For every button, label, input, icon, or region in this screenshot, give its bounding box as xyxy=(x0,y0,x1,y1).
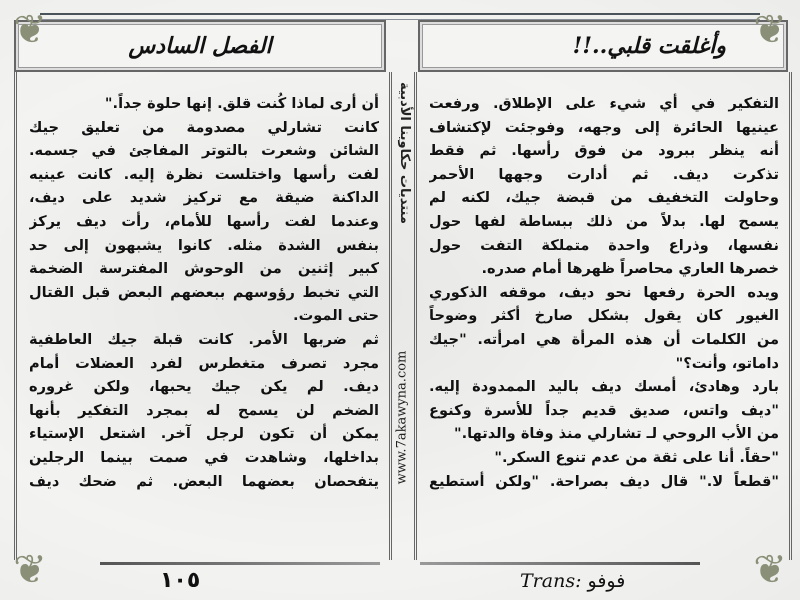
text-line: خصرها العاري محاصراً ظهرها أمام صدره. xyxy=(481,260,779,278)
text-line: يسمح لها. بدلاً من ذلك ببساطة لفها حول xyxy=(429,212,779,230)
text-line: كانت تشارلي مصدومة من تعليق جيك xyxy=(29,118,379,136)
text-line: ثم ضربها الأمر. كانت قبلة جيك العاطفية xyxy=(29,330,379,348)
text-line: أن أرى لماذا كُنت قلق. إنها حلوة جداً." xyxy=(104,95,379,112)
text-line: وحاولت التخفيف من قبضة جيك، لكنه لم xyxy=(429,189,779,207)
text-line: نفسها، وذراع واحدة متملكة التفت حول xyxy=(429,236,779,254)
translator-credit xyxy=(520,570,625,592)
text-line: من الكلمات أن هذه المرأة هي امرأته. "جيك xyxy=(429,330,779,348)
right-page xyxy=(414,72,792,560)
top-divider xyxy=(40,13,760,20)
left-page-text xyxy=(29,92,379,493)
center-spine xyxy=(392,60,412,550)
text-line: لفت رأسها واختلست نظرة إليه. كانت عينيه xyxy=(29,165,379,183)
bottom-divider-left xyxy=(100,562,380,565)
text-line: مجرد تصرف متغطرس لفرد العضلات أمام xyxy=(29,354,379,372)
text-line: من الأب الروحي لـ تشارلي منذ وفاة والدتها." xyxy=(454,425,779,443)
text-line: يتفحصان بعضهما البعض. ثم ضحك ديف xyxy=(29,472,379,490)
text-line: حتى الموت. xyxy=(293,307,379,325)
left-page xyxy=(14,72,392,560)
floral-ornament-icon: ❦ xyxy=(13,547,47,593)
text-line: الضخم لن يسمح له بمجرد التفكير بأنها xyxy=(29,401,379,419)
text-line: بارد وهادئ، أمسك ديف باليد الممدودة إليه. xyxy=(429,378,779,396)
website-link[interactable]: www.7akawyna.com xyxy=(394,350,410,485)
text-line: كبير إثنين من الوحوش المفترسة الضخمة xyxy=(29,260,379,278)
translator-name: فوفو xyxy=(587,570,626,592)
floral-ornament-icon: ❦ xyxy=(753,547,787,593)
text-line: التي تخبط رؤوسهم ببعضهم البعض قبل القتال xyxy=(29,283,379,301)
text-line: "ديف واتس، صديق قديم جداً للأسرة وكنوع xyxy=(429,401,779,419)
text-line: "حقاً. أنا على ثقة من عدم تنوع السكر." xyxy=(494,448,779,466)
forum-name: منتديات حكاوينا الأدبية xyxy=(397,82,412,224)
text-line: بنفس الشدة مثله. كانوا يشبهون إلى حد xyxy=(29,236,379,254)
left-header xyxy=(14,20,386,72)
text-line: التفكير في أي شيء على الإطلاق. ورفعت xyxy=(429,95,779,112)
floral-ornament-icon: ❦ xyxy=(753,7,787,53)
text-line: تذكرت ديف. ثم أدارت وجهها الأحمر xyxy=(429,165,779,183)
chapter-title: الفصل السادس xyxy=(128,33,272,59)
right-page-text xyxy=(429,92,779,493)
text-line: داماتو، وأنت؟" xyxy=(675,354,779,372)
text-line: وعندما لفت رأسها للأمام، رأت ديف يركز xyxy=(29,212,379,230)
text-line: بداخلها، وشاهدت في صمت بينما الرجلين xyxy=(29,448,379,466)
text-line: الغيور كان يقول بشكل صارخ أكثر وضوحاً xyxy=(429,307,779,325)
text-line: أنه ينظر ببرود من فوق رأسها. ثم فقط xyxy=(429,142,779,160)
text-line: ويده الحرة رفعها نحو ديف، موقفه الذكوري xyxy=(429,283,779,301)
book-title: وأغلقت قلبي..!! xyxy=(572,33,726,59)
floral-ornament-icon: ❦ xyxy=(13,7,47,53)
text-line: ديف. لم يكن جيك يحبها، ولكن غروره xyxy=(29,378,379,396)
text-line: "قطعاً لا." قال ديف بصراحة. "ولكن أستطيع xyxy=(429,472,779,490)
trans-label: Trans: xyxy=(520,570,582,592)
text-line: الداكنة ضيقة مع تركيز شديد على ديف، xyxy=(29,189,379,207)
text-line: يمكن أن تكون لرجل آخر. اشتعل الإستياء xyxy=(29,425,379,443)
bottom-divider-right xyxy=(420,562,700,565)
text-line: الشائن وشعرت بالتوتر المفاجئ في جسمه. xyxy=(29,142,379,160)
page-number: ١٠٥ xyxy=(160,568,201,593)
text-line: عينيها الحائرة إلى وجهه، وفوجئت لإكتشاف xyxy=(429,118,779,136)
right-header xyxy=(418,20,788,72)
